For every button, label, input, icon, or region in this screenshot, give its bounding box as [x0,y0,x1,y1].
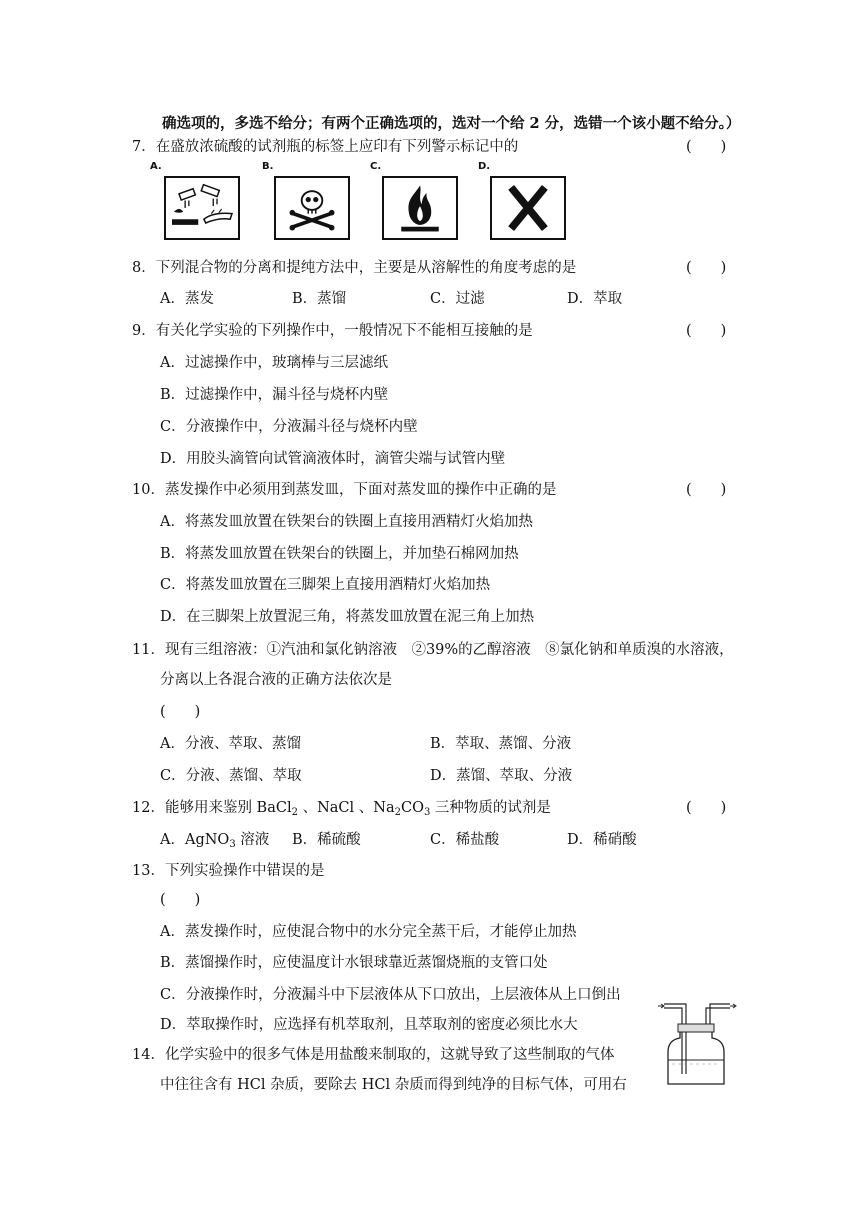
q8-option-b: B．蒸馏 [292,291,347,307]
answer-blank-10: ( ) [686,482,727,498]
question-9-text: 9．有关化学实验的下列操作中，一般情况下不能相互接触的是 [132,323,533,339]
harmful-x-icon [490,176,566,240]
q13-option-d: D．萃取操作时，应选择有机萃取剂，且萃取剂的密度必须比水大 [160,1017,578,1033]
question-10-text: 10．蒸发操作中必须用到蒸发皿，下面对蒸发皿的操作中正确的是 [132,482,557,498]
answer-blank-8: ( ) [686,260,727,276]
q9-option-b: B．过滤操作中，漏斗径与烧杯内壁 [160,387,389,403]
flammable-flame-icon [382,176,458,240]
q9-option-d: D．用胶头滴管向试管滴液体时，滴管尖端与试管内壁 [160,451,506,467]
q12-option-b: B．稀硫酸 [292,832,361,848]
q8-option-d: D．萃取 [567,291,623,307]
answer-blank-7: ( ) [686,139,727,155]
q10-option-b: B．将蒸发皿放置在铁架台的铁圈上，并加垫石棉网加热 [160,546,519,562]
answer-blank-12: ( ) [686,800,727,816]
q8-option-a: A．蒸发 [160,291,214,307]
answer-blank-13: ( ) [160,892,201,908]
section-instruction: 确选项的，多选不给分；有两个正确选项的，选对一个给 2 分，选错一个该小题不给分。） [162,115,741,132]
q11-option-a: A．分液、萃取、蒸馏 [160,736,301,752]
q7-option-d-label: D. [478,161,491,172]
answer-blank-11: ( ) [160,704,201,720]
q7-option-a-label: A. [150,161,162,172]
q12-option-d: D．稀硝酸 [567,832,637,848]
q10-option-c: C．将蒸发皿放置在三脚架上直接用酒精灯火焰加热 [160,577,491,593]
q8-option-c: C．过滤 [430,291,485,307]
q13-option-c: C．分液操作时，分液漏斗中下层液体从下口放出，上层液体从上口倒出 [160,987,621,1003]
q7-option-b-label: B. [262,161,274,172]
q12-option-c: C．稀盐酸 [430,832,500,848]
q13-option-a: A．蒸发操作时，应使混合物中的水分完全蒸干后，才能停止加热 [160,924,577,940]
gas-washing-bottle-diagram [656,994,746,1090]
q9-option-a: A．过滤操作中，玻璃棒与三层滤纸 [160,355,388,371]
question-12-text: 12．能够用来鉴别 BaCl$_2$ 、NaCl 、$Na_2CO_3$ 三种物质的试剂是 [132,800,551,818]
question-11-text-cont: 分离以上各混合液的正确方法依次是 [160,672,392,688]
corrosive-icon [164,176,240,240]
q10-option-a: A．将蒸发皿放置在铁架台的铁圈上直接用酒精灯火焰加热 [160,514,533,530]
question-8-text: 8．下列混合物的分离和提纯方法中，主要是从溶解性的角度考虑的是 [132,260,577,276]
answer-blank-9: ( ) [686,323,727,339]
question-11-text: 11．现有三组溶液：①汽油和氯化钠溶液 ②39%的乙醇溶液 ⑧氯化钠和单质溴的水溶液， [132,642,734,658]
toxic-skull-icon [274,176,350,240]
question-7-text: 7．在盛放浓硫酸的试剂瓶的标签上应印有下列警示标记中的 [132,139,519,155]
q13-option-b: B．蒸馏操作时，应使温度计水银球靠近蒸馏烧瓶的支管口处 [160,955,548,971]
q10-option-d: D．在三脚架上放置泥三角，将蒸发皿放置在泥三角上加热 [160,609,535,625]
q11-option-c: C．分液、蒸馏、萃取 [160,768,302,784]
question-13-text: 13．下列实验操作中错误的是 [132,863,325,879]
q12-option-a: A．AgNO$_3$ 溶液 [160,832,270,850]
q11-option-b: B．萃取、蒸馏、分液 [430,736,572,752]
question-14-text: 14．化学实验中的很多气体是用盐酸来制取的，这就导致了这些制取的气体 [132,1047,615,1063]
q7-option-c-label: C. [370,161,382,172]
question-14-text-cont: 中往往含有 HCl 杂质，要除去 HCl 杂质而得到纯净的目标气体，可用右 [160,1077,627,1093]
q11-option-d: D．蒸馏、萃取、分液 [430,768,573,784]
q9-option-c: C．分液操作中，分液漏斗径与烧杯内壁 [160,419,418,435]
